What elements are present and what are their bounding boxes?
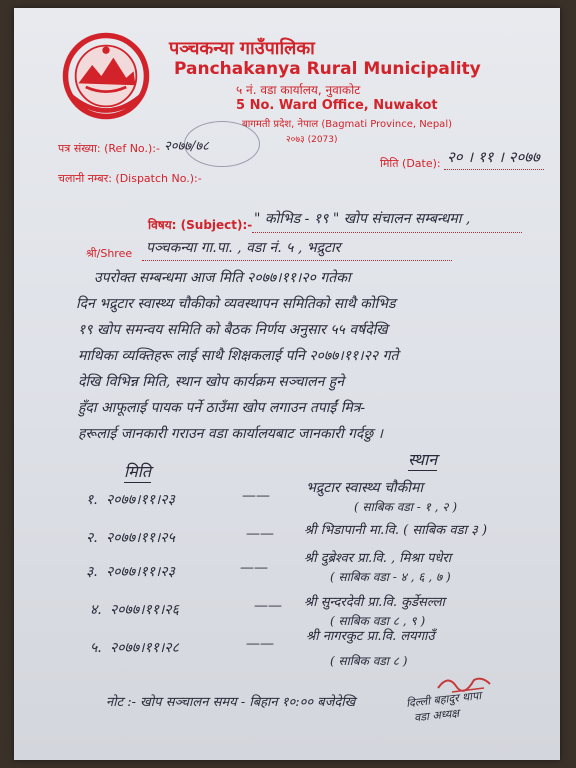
schedule-row-1-dash: —— — [242, 488, 270, 504]
recipient-value: पञ्चकन्या गा.पा. , वडा नं. ५ , भद्रुटार — [146, 240, 341, 256]
subject-underline — [252, 232, 522, 233]
schedule-row-1-number: १. — [86, 492, 98, 508]
schedule-row-4-ward: ( साबिक वडा ८ , ९ ) — [330, 614, 426, 628]
signer-title: वडा अध्यक्ष — [413, 706, 460, 725]
schedule-row-1-date: २०७७।११।२३ — [106, 492, 175, 508]
schedule-row-2-place: श्री भिडापानी मा.वि. ( साबिक वडा ३ ) — [304, 523, 488, 538]
signer-name: दिल्ली बहादुर थापा — [405, 689, 482, 710]
municipality-name-english: Panchakanya Rural Municipality — [174, 59, 481, 79]
municipality-emblem-icon — [60, 30, 152, 122]
schedule-row-3-place: श्री दुब्रेश्वर प्रा.वि. , मिश्रा पधेरा — [304, 551, 452, 566]
schedule-row-3-ward: ( साबिक वडा - ४ , ६ , ७ ) — [330, 570, 451, 584]
column-header-date: मिति — [124, 462, 151, 481]
ward-office-nepali: ५ नं. वडा कार्यालय, नुवाकोट — [236, 83, 361, 97]
recipient-underline — [142, 260, 452, 261]
subject-label: विषय: (Subject):- — [148, 218, 253, 232]
schedule-row-3-dash: —— — [240, 560, 268, 576]
ward-office-english: 5 No. Ward Office, Nuwakot — [236, 98, 438, 113]
body-line-6: हुँदा आफूलाई पायक पर्ने ठाउँमा खोप लगाउन तपाईं मित्र- — [78, 400, 366, 416]
body-line-2: दिन भद्रुटार स्वास्थ्य चौकीको व्यवस्थापन समितिको साथै कोभिड — [76, 296, 396, 312]
subject-value: " कोभिड - १९ " खोप संचालन सम्बन्धमा , — [254, 211, 471, 227]
schedule-row-4-dash: —— — [254, 598, 282, 614]
column-header-place: स्थान — [408, 450, 438, 469]
footer-note: नोट :- खोप सञ्चालन समय - बिहान १०:०० बजेदेखि — [106, 695, 356, 710]
schedule-row-2-number: २. — [86, 530, 98, 546]
schedule-row-1-place: भद्रुटार स्वास्थ्य चौकीमा — [306, 480, 424, 496]
schedule-row-2-date: २०७७।११।२५ — [106, 530, 175, 546]
schedule-row-3-number: ३. — [86, 564, 98, 580]
schedule-row-5-date: २०७७।११।२८ — [110, 640, 179, 656]
schedule-row-5-ward: ( साबिक वडा ८ ) — [330, 654, 408, 668]
body-line-4: माथिका व्यक्तिहरू लाई साथै शिक्षकलाई पनि २०७७।११।२२ गते — [78, 348, 399, 364]
body-line-7: हरूलाई जानकारी गराउन वडा कार्यालयबाट जानकारी गर्दछु । — [78, 426, 383, 442]
recipient-label: श्री/Shree — [86, 247, 133, 260]
schedule-row-5-dash: —— — [246, 636, 274, 652]
date-underline — [444, 169, 544, 170]
schedule-row-4-number: ४. — [90, 602, 102, 618]
office-stamp — [184, 121, 260, 167]
schedule-row-4-place: श्री सुन्दरदेवी प्रा.वि. कुर्डेसल्ला — [304, 595, 445, 610]
schedule-row-4-date: २०७७।११।२६ — [110, 602, 179, 618]
ref-value: २०७७/७८ — [164, 139, 209, 154]
dispatch-label: चलानी नम्बर: (Dispatch No.):- — [58, 172, 202, 185]
municipality-name-nepali: पञ्चकन्या गाउँपालिका — [169, 38, 315, 59]
established-year: २०७३ (2073) — [286, 135, 338, 145]
schedule-row-5-number: ५. — [90, 640, 102, 656]
body-line-3: १९ खोप समन्वय समिति को बैठक निर्णय अनुसार ५५ वर्षदेखि — [78, 322, 388, 338]
schedule-row-2-dash: —— — [246, 526, 274, 542]
body-line-1: उपरोक्त सम्बन्धमा आज मिति २०७७।११।२० गतेका — [94, 270, 351, 286]
ref-label: पत्र संख्या: (Ref No.):- — [58, 142, 160, 155]
body-line-5: देखि विभिन्न मिति, स्थान खोप कार्यक्रम सञ्चालन हुने — [78, 374, 344, 390]
date-label: मिति (Date): — [380, 157, 441, 170]
schedule-row-3-date: २०७७।११।२३ — [106, 564, 175, 580]
schedule-row-5-place: श्री नागरकुट प्रा.वि. लयगाउँ — [306, 629, 435, 644]
province-line: बागमती प्रदेश, नेपाल (Bagmati Province, Nepal) — [242, 119, 452, 130]
letter-page — [14, 8, 560, 760]
date-value: २० । ११ । २०७७ — [447, 148, 540, 166]
schedule-row-1-ward: ( साबिक वडा - १ , २ ) — [354, 500, 458, 514]
